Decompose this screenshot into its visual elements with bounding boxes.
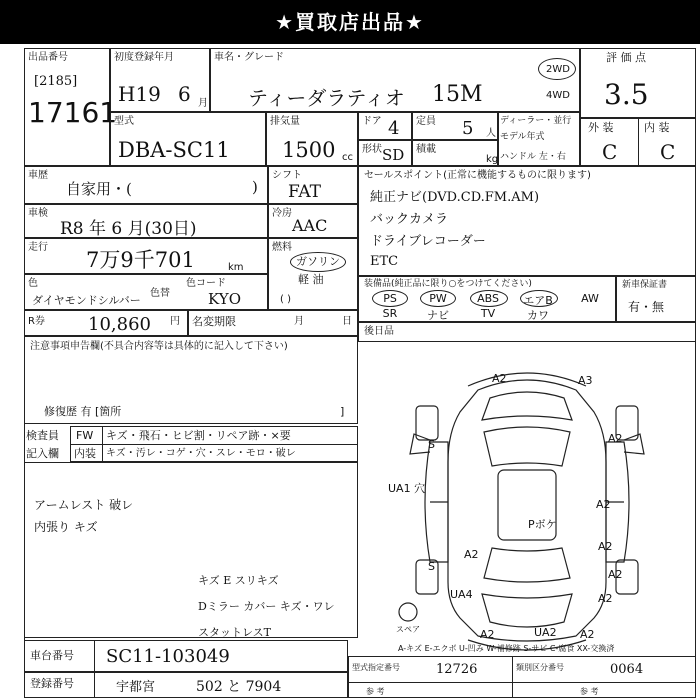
history: 自家用・(: [66, 180, 132, 198]
fuel-gas-circle: [290, 252, 346, 272]
color-code: KYO: [208, 290, 242, 308]
rating: 3.5: [604, 78, 649, 111]
reg-label: 登録番号: [30, 677, 74, 690]
equip-abs: ABS: [477, 292, 499, 305]
grade: 15M: [432, 82, 483, 107]
mark-rl-a2: A2: [464, 548, 479, 561]
inspection: R8 年 6 月(30日): [60, 219, 197, 239]
check-row1: キズ・飛石・ヒビ割・リペア跡・×要: [106, 429, 291, 442]
model-name: ティーダラティオ: [248, 86, 405, 110]
capacity: 5: [462, 118, 474, 139]
int-label: 内 装: [644, 121, 670, 134]
model-name-label: 車名・グレード: [214, 52, 284, 63]
fuel-gas: ガソリン: [296, 255, 340, 268]
equip-circle-pw: [420, 290, 456, 307]
shift-label: シフト: [272, 170, 302, 181]
remark-3: キズ E スリキズ: [198, 574, 279, 587]
check-interior: 内装: [74, 447, 96, 460]
class-no-label: 類別区分番号: [516, 663, 564, 672]
kg-unit: kg: [486, 154, 499, 165]
equip-circle-abs: [470, 290, 508, 307]
doors-label: ドア: [362, 116, 382, 127]
entry-label: 記入欄: [26, 447, 59, 460]
handle-label: ハンドル 左・右: [500, 152, 566, 162]
ref-label-1: 参 考: [366, 687, 385, 696]
first-reg-year: H19: [118, 82, 161, 106]
equip-pw: PW: [429, 292, 447, 305]
color-code-label: 色コード: [186, 278, 226, 289]
rating-label: 評 価 点: [606, 51, 646, 64]
mark-roof-p: Pボケ: [528, 518, 557, 531]
mileage: 7万9千701: [86, 248, 195, 272]
first-reg-month: 6: [178, 82, 191, 106]
lot-sub: [2185]: [34, 74, 78, 89]
drive-4wd: 4WD: [546, 90, 570, 101]
check-row2: キズ・汚レ・コゲ・穴・スレ・モロ・破レ: [106, 448, 296, 459]
remark-4: Dミラー カバー キズ・ワレ: [198, 600, 335, 613]
equip-sr: SR: [382, 307, 398, 320]
remark-1: アームレスト 破レ: [34, 498, 134, 512]
mark-rear-a2-3: A2: [598, 592, 613, 605]
color: ダイヤモンドシルバー: [32, 294, 141, 307]
model-code: DBA-SC11: [118, 138, 230, 162]
reg-place: 宇都宮: [116, 680, 156, 695]
mark-right-a2: A2: [596, 498, 611, 511]
recycle-label: R券: [28, 316, 45, 327]
reg-number: 502 と 7904: [196, 679, 282, 695]
equip-circle-ps: [372, 290, 408, 307]
mileage-label: 走行: [28, 242, 48, 253]
warranty-value: 有・無: [628, 300, 665, 314]
mark-left-ua1: UA1 穴: [388, 482, 426, 495]
mark-fr-a2: A2: [608, 432, 623, 445]
mark-fl-wheel-s: S: [428, 438, 435, 451]
chassis: SC11-103049: [106, 646, 230, 667]
first-reg-label: 初度登録年月: [114, 52, 174, 63]
rear-box: [358, 322, 696, 342]
model-year-label: モデル年式: [500, 132, 545, 142]
fuel-paren: ( ): [280, 294, 291, 305]
inspector-label: 検査員: [26, 429, 59, 442]
repair-history: 修復歴 有 [箇所: [44, 405, 122, 418]
equip-leather: カワ: [527, 309, 549, 322]
month-label: 月: [294, 316, 304, 327]
chassis-label: 車台番号: [30, 649, 74, 662]
inspection-label: 車検: [28, 208, 48, 219]
mark-rear-ua4: UA4: [450, 588, 473, 601]
notes-title: 注意事項申告欄(不具合内容等は具体的に記入して下さい): [30, 341, 288, 352]
equip-circle-airbag: [520, 290, 558, 307]
int-grade: C: [660, 140, 676, 164]
lot-number: 17161: [28, 96, 118, 129]
damage-legend: A-キズ E-エクボ U-凹み W-補修跡 S-サビ C-腐食 XX-交換済: [398, 644, 615, 653]
class-no: 0064: [610, 662, 644, 677]
fuel-label: 燃料: [272, 242, 292, 253]
equip-tv: TV: [480, 307, 496, 320]
drive-2wd: 2WD: [546, 64, 570, 75]
mark-rr-a2: A2: [598, 540, 613, 553]
ext-label: 外 装: [588, 121, 614, 134]
capacity-label: 定員: [416, 116, 436, 127]
equip-title: 装備品(純正品に限り○をつけてください): [364, 279, 532, 289]
mark-front-a2: A2: [492, 372, 507, 385]
remark-2: 内張り キズ: [34, 520, 98, 534]
doors: 4: [388, 118, 400, 139]
color-change-label: 色替: [150, 288, 170, 299]
history-box: [24, 166, 268, 204]
check-fw: FW: [76, 429, 94, 442]
ac-label: 冷房: [272, 208, 292, 219]
color-label: 色: [28, 278, 38, 289]
equip-airbag: エアB: [523, 294, 553, 307]
type-no-hline: [348, 682, 696, 683]
remark-5: スタットレスT: [198, 626, 272, 639]
shift: FAT: [288, 182, 322, 202]
rear-label: 後日品: [364, 326, 394, 337]
history-label: 車歴: [28, 170, 48, 181]
sales-point-1: 純正ナビ(DVD.CD.FM.AM): [370, 190, 540, 205]
type-no: 12726: [436, 662, 478, 677]
name-change-label: 名変期限: [192, 315, 236, 328]
equip-navi: ナビ: [427, 309, 449, 322]
type-no-divider: [512, 656, 513, 698]
sales-point-2: バックカメラ: [370, 212, 449, 227]
fuel-diesel: 軽 油: [298, 273, 324, 286]
yen-unit: 円: [170, 316, 180, 327]
equip-ps: PS: [383, 292, 397, 305]
sales-title: セールスポイント(正常に機能するものに限ります): [364, 170, 591, 181]
body-label: 形状: [362, 144, 382, 155]
ac: AAC: [292, 216, 328, 235]
ext-int-divider: [638, 118, 639, 166]
sales-point-3: ドライブレコーダー: [370, 234, 486, 249]
check-grid-mid: [70, 444, 358, 445]
mark-spare: スペア: [396, 625, 420, 634]
recycle: 10,860: [88, 314, 151, 335]
ref-label-2: 参 考: [580, 687, 599, 696]
repair-close: ]: [340, 405, 345, 418]
mark-rear-a2-2: A2: [580, 628, 595, 641]
displacement-label: 排気量: [270, 116, 300, 127]
load-label: 積載: [416, 144, 436, 155]
equip-aw: AW: [581, 292, 599, 305]
ext-grade: C: [602, 140, 618, 164]
drive-2wd-circle: [538, 58, 576, 80]
mark-rl-wheel-s: S: [428, 560, 435, 573]
capacity-unit: 人: [486, 128, 496, 139]
day-label: 日: [342, 316, 352, 327]
mark-rear-a2-1: A2: [480, 628, 495, 641]
cc-unit: cc: [342, 152, 353, 163]
sales-point-4: ETC: [370, 254, 399, 269]
warranty-label: 新車保証書: [622, 280, 668, 290]
lot-label: 出品番号: [28, 52, 68, 63]
model-code-label: 型式: [114, 116, 134, 127]
first-reg-month-unit: 月: [198, 98, 208, 109]
mark-front-a3: A3: [578, 374, 593, 387]
history-close: ): [252, 178, 258, 196]
mark-rr-wheel-a2: A2: [608, 568, 623, 581]
mark-rear-ua2: UA2: [534, 626, 557, 639]
displacement: 1500: [282, 138, 336, 162]
dealer-label: ディーラー・並行: [500, 116, 572, 126]
check-grid-vdiv: [102, 426, 103, 462]
km-unit: km: [228, 262, 244, 273]
page-banner: ★買取店出品★: [0, 0, 700, 44]
body: SD: [382, 146, 405, 164]
car-diagram: [358, 342, 696, 652]
type-no-label: 型式指定番号: [352, 663, 400, 672]
